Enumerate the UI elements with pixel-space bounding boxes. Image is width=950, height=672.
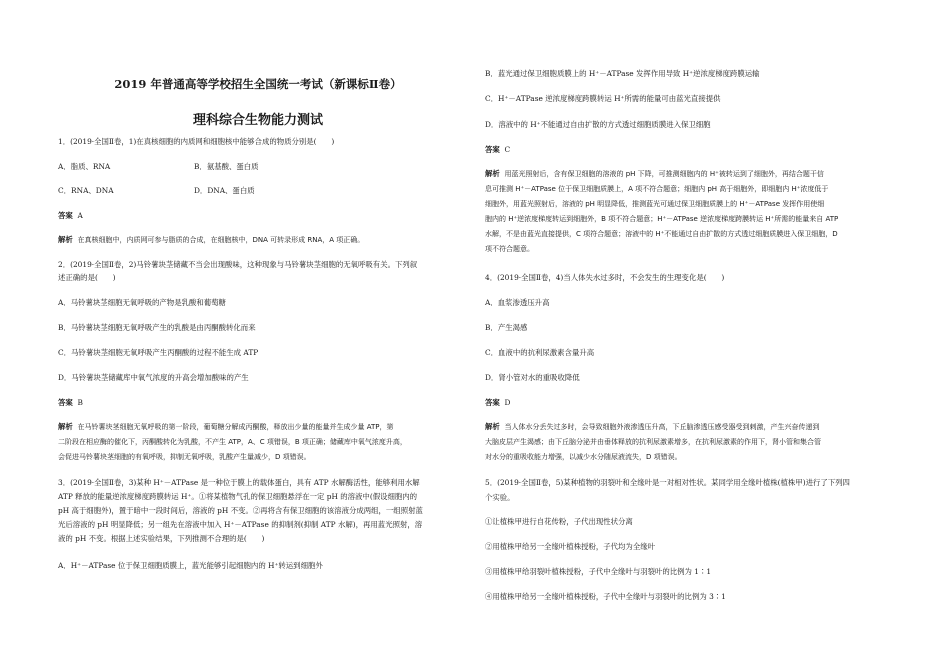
q2-stem-line-2: 述正确的是( ) bbox=[58, 273, 116, 282]
q3-stem-line-3: pH 高于细胞外)，置于暗中一段时间后，溶液的 pH 不变。②再将含有保卫细胞的该溶液分成两组，一组照射蓝 bbox=[58, 506, 423, 515]
q5-stem-line-2: 个实验。 bbox=[485, 493, 515, 502]
explanation-label: 解析 bbox=[485, 169, 500, 178]
explanation-label: 解析 bbox=[58, 235, 73, 244]
exam-subtitle: 理科综合生物能力测试 bbox=[192, 113, 323, 128]
q4-option-d: D．肾小管对水的重吸收降低 bbox=[485, 373, 580, 382]
q1-explanation bbox=[58, 235, 364, 245]
q4-answer bbox=[485, 398, 510, 408]
q3-stem-line-2: ATP 释放的能量逆浓度梯度跨膜转运 H⁺。①将某植物气孔的保卫细胞悬浮在一定 pH 的溶液中(假设细胞内的 bbox=[58, 492, 418, 501]
q3-stem-line-1: 3．(2019·全国Ⅱ卷，3)某种 H⁺－ATPase 是一种位于膜上的载体蛋白，具有 ATP 水解酶活性，能够利用水解 bbox=[58, 478, 420, 487]
q2-answer bbox=[58, 398, 83, 408]
q3-explanation-line-5: 水解，不是由蓝光直接提供，C 项符合题意；溶液中的 H⁺不能通过自由扩散的方式透过细胞质膜进入保卫细胞，D bbox=[485, 230, 838, 238]
q1-option-b: B．氨基酸、蛋白质 bbox=[194, 162, 259, 171]
q4-explanation-line-1 bbox=[485, 422, 820, 432]
q4-explanation-line-2: 大脑皮层产生渴感；由下丘脑分泌并由垂体释放的抗利尿激素增多，在抗利尿激素的作用下，肾小管和集合管 bbox=[485, 438, 821, 446]
q1-option-a: A．脂质、RNA bbox=[58, 162, 111, 171]
explanation-label: 解析 bbox=[485, 422, 500, 431]
q2-option-d: D．马铃薯块茎储藏库中氧气浓度的升高会增加酸味的产生 bbox=[58, 373, 249, 382]
q3-option-b: B．蓝光通过保卫细胞质膜上的 H⁺－ATPase 发挥作用导致 H⁺逆浓度梯度跨膜运输 bbox=[485, 69, 760, 78]
q3-explanation-line-3: 细胞外，用蓝光照射后，溶液的 pH 明显降低，推测蓝光可通过保卫细胞质膜上的 H⁺－ATPase 发挥作用使细 bbox=[485, 200, 825, 208]
answer-value: D bbox=[504, 398, 511, 407]
q1-option-c: C．RNA、DNA bbox=[58, 186, 114, 195]
q4-explanation-line-3: 对水分的重吸收能力增强，以减少水分随尿液流失，D 项错误。 bbox=[485, 453, 682, 461]
q2-option-b: B．马铃薯块茎细胞无氧呼吸产生的乳酸是由丙酮酸转化而来 bbox=[58, 323, 256, 332]
answer-label: 答案 bbox=[58, 398, 73, 407]
q1-option-d: D．DNA、蛋白质 bbox=[194, 186, 255, 195]
explanation-text: 在马铃薯块茎细胞无氧呼吸的第一阶段，葡萄糖分解成丙酮酸，释放出少量的能量并生成少量 ATP，第 bbox=[77, 423, 394, 431]
q3-option-a: A．H⁺－ATPase 位于保卫细胞质膜上，蓝光能够引起细胞内的 H⁺转运到细胞外 bbox=[58, 561, 323, 570]
q2-explanation-line-1 bbox=[58, 422, 393, 432]
explanation-text: 当人体水分丢失过多时，会导致细胞外液渗透压升高，下丘脑渗透压感受器受到刺激，产生兴奋传递到 bbox=[504, 423, 820, 431]
q4-option-b: B．产生渴感 bbox=[485, 323, 528, 332]
explanation-label: 解析 bbox=[58, 422, 73, 431]
q2-option-a: A．马铃薯块茎细胞无氧呼吸的产物是乳酸和葡萄糖 bbox=[58, 298, 226, 307]
q3-explanation-line-1 bbox=[485, 169, 824, 179]
q3-answer bbox=[485, 145, 510, 155]
exam-title: 2019 年普通高等学校招生全国统一考试（新课标Ⅱ卷） bbox=[114, 77, 402, 91]
q1-stem: 1．(2019·全国Ⅱ卷，1)在真核细胞的内质网和细胞核中能够合成的物质分别是( ) bbox=[58, 137, 335, 146]
explanation-text: 用蓝光照射后，含有保卫细胞的溶液的 pH 下降，可推测细胞内的 H⁺被转运到了细胞外，再结合题干信 bbox=[504, 170, 824, 178]
q3-option-d: D．溶液中的 H⁺不能通过自由扩散的方式透过细胞质膜进入保卫细胞 bbox=[485, 120, 711, 129]
q2-option-c: C．马铃薯块茎细胞无氧呼吸产生丙酮酸的过程不能生成 ATP bbox=[58, 348, 259, 357]
answer-value: C bbox=[504, 145, 511, 154]
q5-item-4: ④用植株甲给另一全缘叶植株授粉，子代中全缘叶与羽裂叶的比例为 3∶1 bbox=[485, 592, 726, 601]
q3-explanation-line-6: 项不符合题意。 bbox=[485, 245, 534, 253]
answer-value: A bbox=[77, 211, 83, 220]
q3-option-c: C．H⁺－ATPase 逆浓度梯度跨膜转运 H⁺所需的能量可由蓝光直接提供 bbox=[485, 94, 721, 103]
q5-item-1: ①让植株甲进行自花传粉，子代出现性状分离 bbox=[485, 517, 633, 526]
q4-option-a: A．血浆渗透压升高 bbox=[485, 298, 550, 307]
q5-stem-line-1: 5．(2019·全国Ⅱ卷，5)某种植物的羽裂叶和全缘叶是一对相对性状。某同学用全缘叶植株(植株甲)进行了下列四 bbox=[485, 478, 850, 487]
q2-explanation-line-2: 二阶段在相应酶的催化下，丙酮酸转化为乳酸，不产生 ATP，A、C 项错误，B 项正确；储藏库中氧气浓度升高， bbox=[58, 438, 407, 446]
answer-label: 答案 bbox=[485, 398, 500, 407]
q3-stem-line-4: 光后溶液的 pH 明显降低；另一组先在溶液中加入 H⁺－ATPase 的抑制剂(抑制 ATP 水解)，再用蓝光照射，溶 bbox=[58, 520, 423, 529]
q5-item-2: ②用植株甲给另一全缘叶植株授粉，子代均为全缘叶 bbox=[485, 542, 655, 551]
q2-stem-line-1: 2．(2019·全国Ⅱ卷，2)马铃薯块茎储藏不当会出现酸味，这种现象与马铃薯块茎细胞的无氧呼吸有关。下列叙 bbox=[58, 260, 418, 269]
q3-explanation-line-4: 胞内的 H⁺逆浓度梯度转运到细胞外，B 项不符合题意；H⁺－ATPase 逆浓度梯度跨膜转运 H⁺所需的能量来自 ATP bbox=[485, 215, 839, 223]
answer-value: B bbox=[77, 398, 83, 407]
q1-answer bbox=[58, 211, 83, 221]
q4-option-c: C．血液中的抗利尿激素含量升高 bbox=[485, 348, 595, 357]
answer-label: 答案 bbox=[485, 145, 500, 154]
q2-explanation-line-3: 会促进马铃薯块茎细胞的有氧呼吸，抑制无氧呼吸，乳酸产生量减少，D 项错误。 bbox=[58, 453, 311, 461]
explanation-text: 在真核细胞中，内质网可参与脂质的合成，在细胞核中，DNA 可转录形成 RNA，A 项正确。 bbox=[77, 236, 365, 244]
q3-explanation-line-2: 息可推测 H⁺－ATPase 位于保卫细胞质膜上，A 项不符合题意；细胞内 pH 高于细胞外，即细胞内 H⁺浓度低于 bbox=[485, 185, 829, 193]
q5-item-3: ③用植株甲给羽裂叶植株授粉，子代中全缘叶与羽裂叶的比例为 1∶1 bbox=[485, 567, 712, 576]
answer-label: 答案 bbox=[58, 211, 73, 220]
q3-stem-line-5: 液的 pH 不变。根据上述实验结果，下列推测不合理的是( ) bbox=[58, 534, 265, 543]
q4-stem: 4．(2019·全国Ⅱ卷，4)当人体失水过多时，不会发生的生理变化是( ) bbox=[485, 273, 725, 282]
